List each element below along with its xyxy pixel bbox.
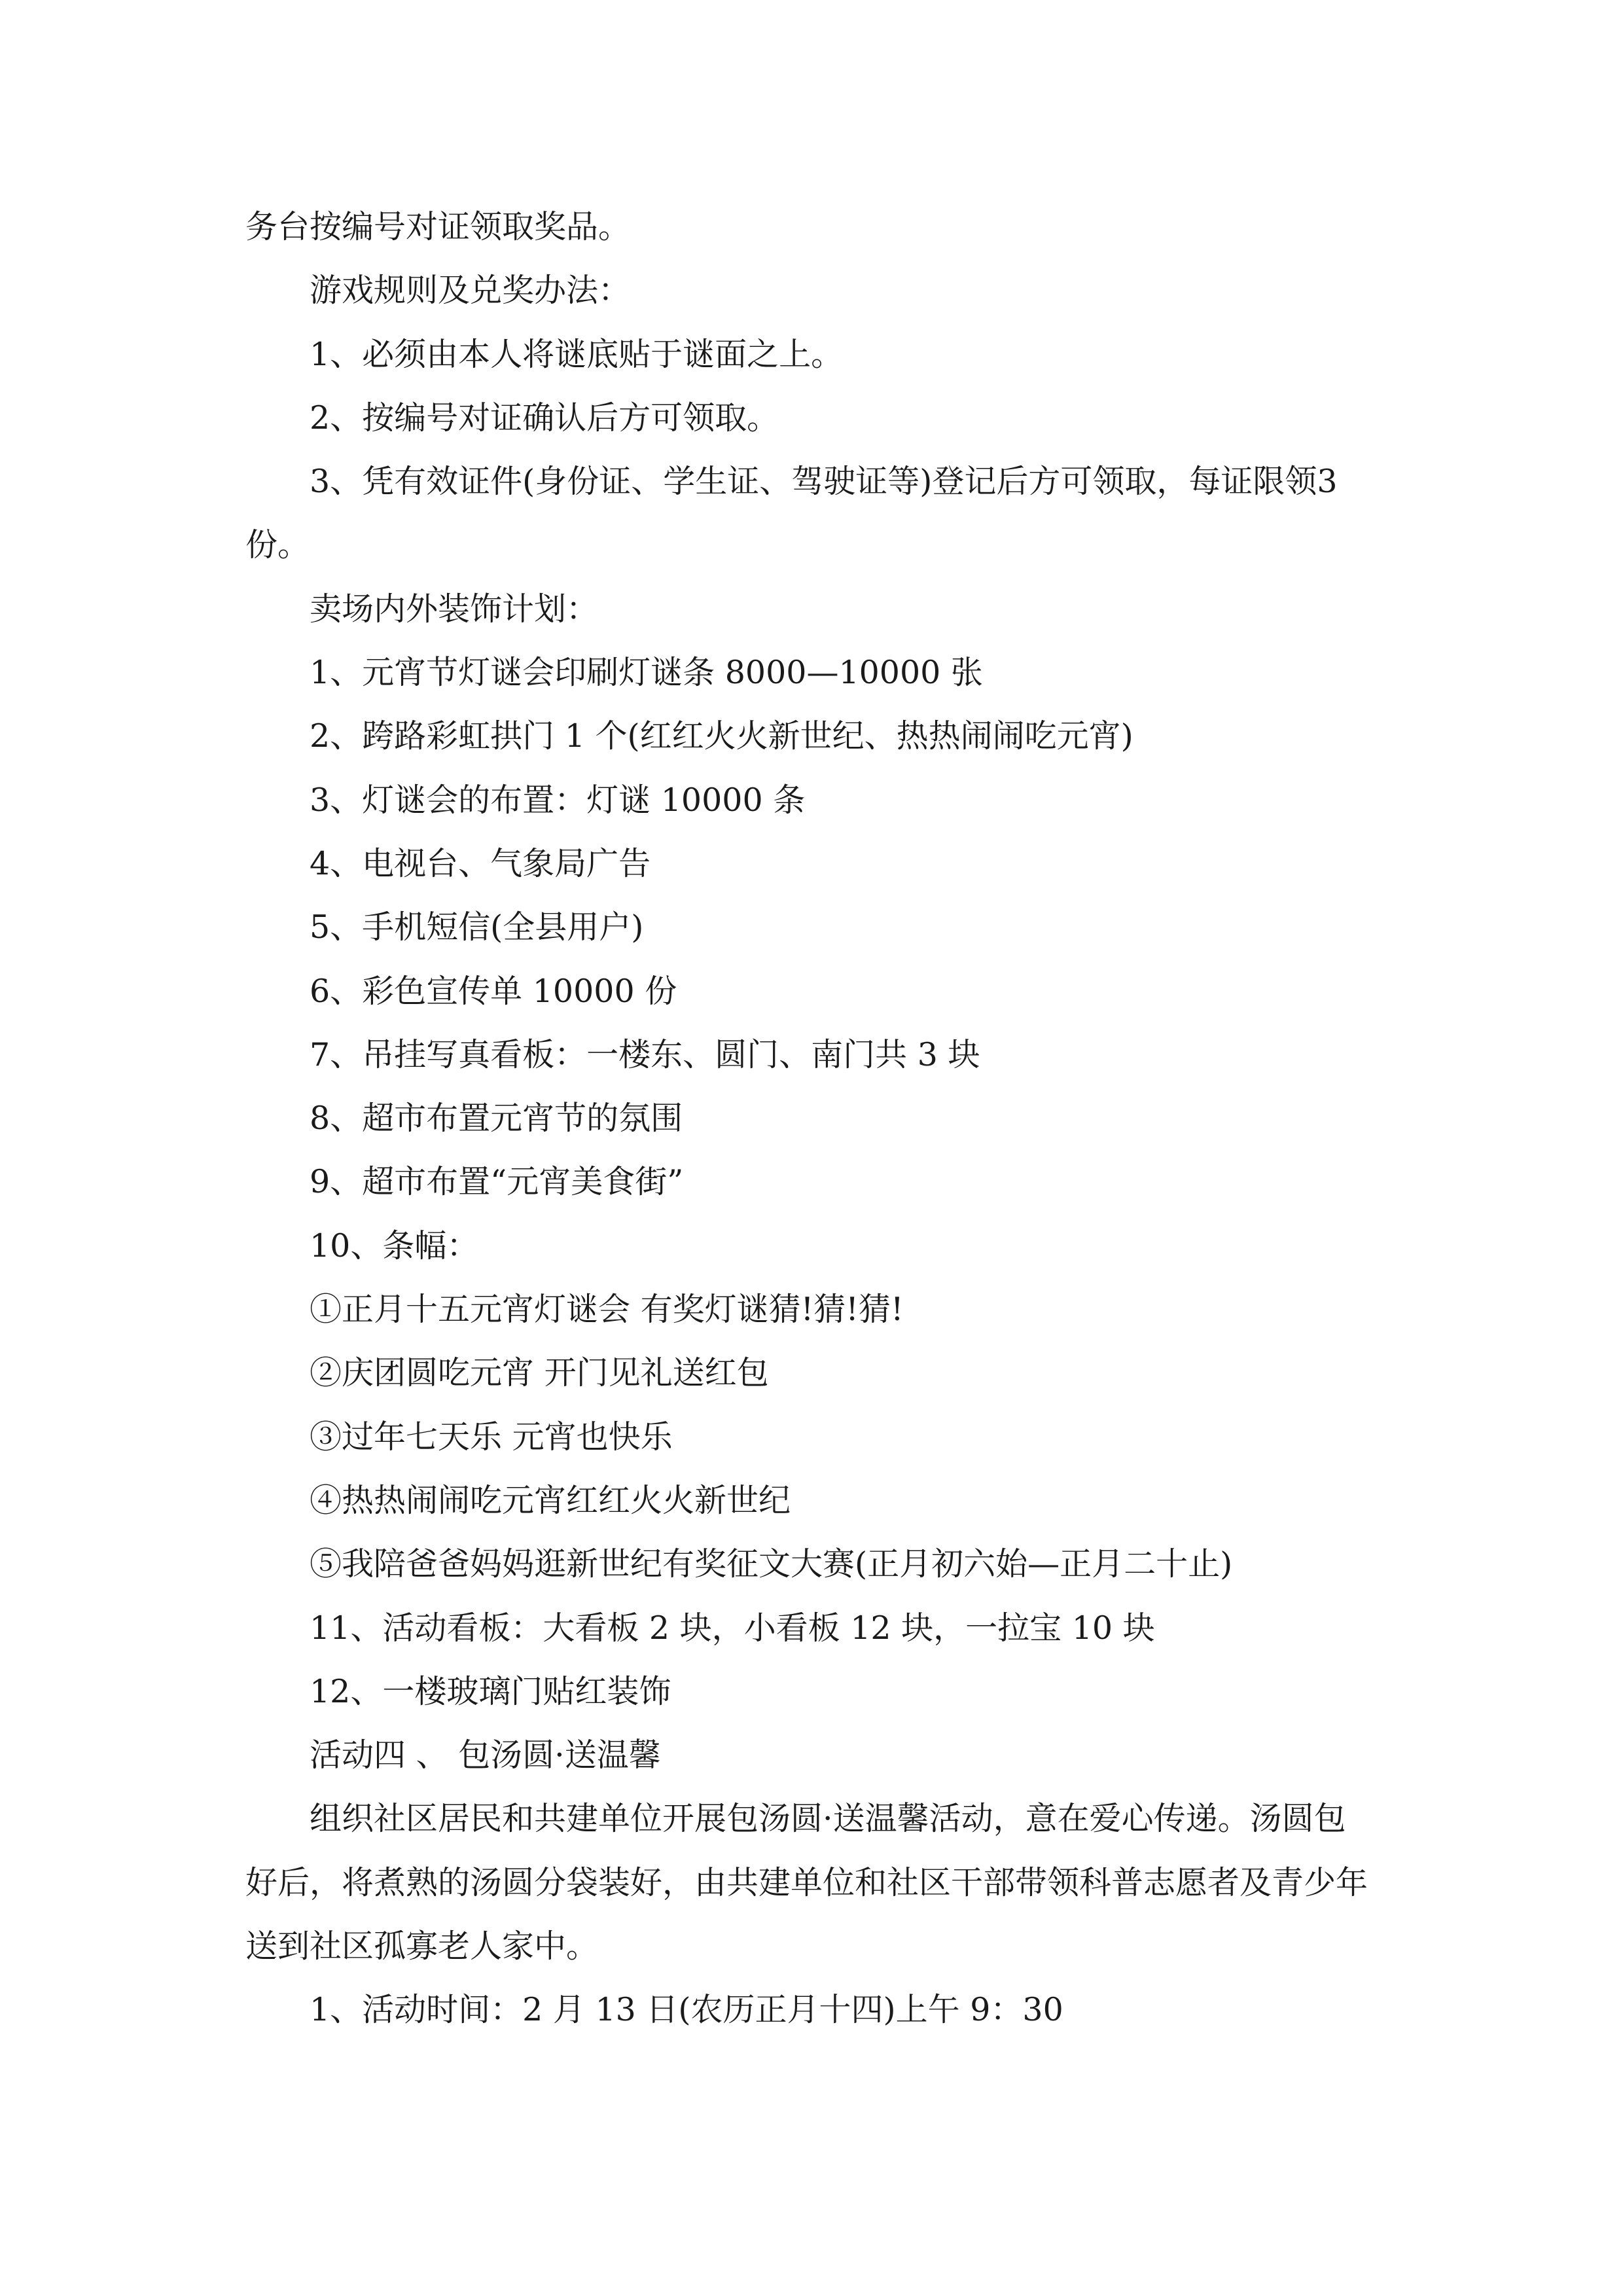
section-heading-game-rules: 游戏规则及兑奖办法： bbox=[310, 272, 631, 310]
list-item: 7、吊挂写真看板：一楼东、圆门、南门共 3 块 bbox=[310, 1035, 980, 1073]
list-item: 1、活动时间：2 月 13 日(农历正月十四)上午 9：30 bbox=[310, 1991, 1063, 2029]
banner-item: ④热热闹闹吃元宵红红火火新世纪 bbox=[310, 1481, 791, 1519]
list-item: 3、灯谜会的布置：灯谜 10000 条 bbox=[310, 781, 806, 819]
list-item: 1、元宵节灯谜会印刷灯谜条 8000—10000 张 bbox=[310, 654, 983, 692]
list-item: 11、活动看板：大看板 2 块，小看板 12 块，一拉宝 10 块 bbox=[310, 1609, 1155, 1647]
list-item: 6、彩色宣传单 10000 份 bbox=[310, 972, 677, 1010]
banner-item: ②庆团圆吃元宵 开门见礼送红包 bbox=[310, 1354, 769, 1392]
paragraph: 务台按编号对证领取奖品。 bbox=[245, 208, 631, 245]
section-heading-decoration-plan: 卖场内外装饰计划： bbox=[310, 590, 599, 628]
banner-item: ⑤我陪爸爸妈妈逛新世纪有奖征文大赛(正月初六始—正月二十止) bbox=[310, 1545, 1233, 1583]
section-heading-activity-four: 活动四 、 包汤圆·送温馨 bbox=[310, 1736, 661, 1774]
paragraph: 组织社区居民和共建单位开展包汤圆·送温馨活动，意在爱心传递。汤圆包好后，将煮熟的汤圆分袋装好，由共建单位和社区干部带领科普志愿者及青少年送到社区孤寡老人家中。 bbox=[245, 1800, 1368, 1965]
list-item: 2、按编号对证确认后方可领取。 bbox=[310, 399, 779, 437]
list-item: 9、超市布置“元宵美食街” bbox=[310, 1163, 684, 1201]
list-item: 10、条幅： bbox=[310, 1227, 479, 1265]
list-item: 2、跨路彩虹拱门 1 个(红红火火新世纪、热热闹闹吃元宵) bbox=[310, 717, 1133, 755]
list-item: 1、必须由本人将谜底贴于谜面之上。 bbox=[310, 335, 844, 373]
list-item: 3、凭有效证件(身份证、学生证、驾驶证等)登记后方可领取，每证限领3份。 bbox=[245, 463, 1338, 564]
document-body bbox=[245, 195, 1378, 2042]
list-item: 4、电视台、气象局广告 bbox=[310, 844, 651, 882]
banner-item: ③过年七天乐 元宵也快乐 bbox=[310, 1418, 673, 1456]
list-item: 5、手机短信(全县用户) bbox=[310, 908, 644, 946]
banner-item: ①正月十五元宵灯谜会 有奖灯谜猜!猜!猜! bbox=[310, 1291, 904, 1329]
list-item: 8、超市布置元宵节的氛围 bbox=[310, 1100, 683, 1138]
list-item: 12、一楼玻璃门贴红装饰 bbox=[310, 1672, 671, 1710]
